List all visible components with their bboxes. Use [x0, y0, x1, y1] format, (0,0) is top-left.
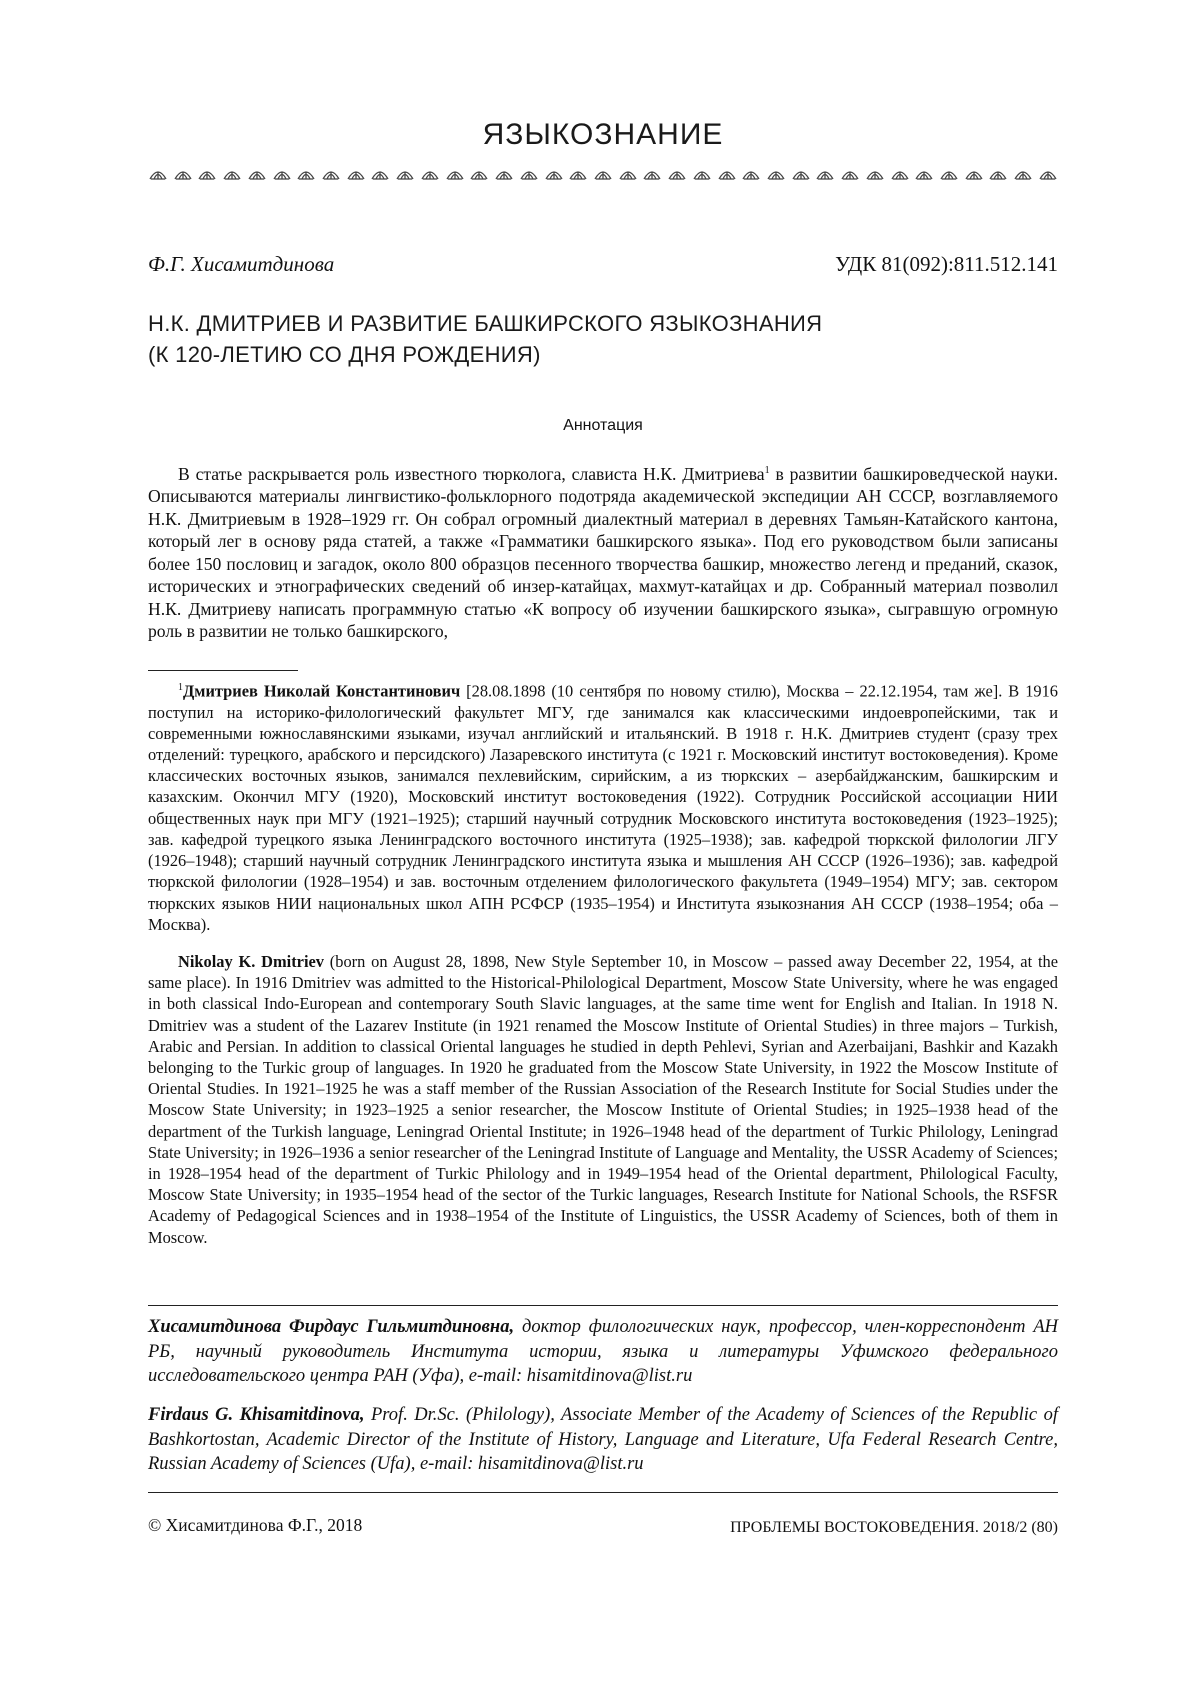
ornament-glyph	[346, 165, 366, 181]
ornament-glyph	[296, 165, 316, 181]
author-info-ru-name: Хисамитдинова Фирдаус Гильмитдиновна,	[148, 1317, 515, 1337]
ornament-glyph	[988, 165, 1008, 181]
copyright-notice: © Хисамитдинова Ф.Г., 2018	[148, 1515, 363, 1535]
journal-issue: ПРОБЛЕМЫ ВОСТОКОВЕДЕНИЯ. 2018/2 (80)	[730, 1519, 1058, 1536]
author-info-ru	[148, 1315, 1058, 1389]
footnote-rule	[148, 670, 298, 671]
author-info-rule	[148, 1305, 1058, 1306]
ornament-glyph	[939, 165, 959, 181]
ornament-glyph	[420, 165, 440, 181]
ornament-glyph	[272, 165, 292, 181]
ornament-glyph	[815, 165, 835, 181]
author-info-en-text: Prof. Dr.Sc. (Philology), Associate Member of the Academy of Sciences of the Republic of Bashkortostan, Academic Director of the Institute of History, Language and Literature, Ufa Federal Research Centre, Russian Academy of Sciences (Ufa), e-mail: hisamitdinova@list.ru	[148, 1405, 1058, 1474]
author-name: Ф.Г. Хисамитдинова	[148, 252, 335, 276]
abstract-text	[148, 460, 1058, 643]
ornament-glyph	[519, 165, 539, 181]
author-info-en	[148, 1403, 1058, 1477]
ornament-glyph	[469, 165, 489, 181]
footnote-ru-text: [28.08.1898 (10 сентября по новому стилю), Москва – 22.12.1954, там же]. В 1916 поступил на историко-филологический факультет МГУ, где занимался как классическими индоевропейскими, так и современными южнославянскими языками, изучал английский и итальянский. В 1918 г. Н.К. Дмитриев студент (сразу трех отделений: турецкого, арабского и персидского) Лазаревского института (с 1921 г. Московский институт востоковедения). Кроме классических восточных языков, занимался пехлевийским, сирийским, а из тюркских – азербайджанским, башкирским и казахским. Окончил МГУ (1920), Московский институт востоковедения (1922). Сотрудник Российской ассоциации НИИ общественных наук при МГУ (1921–1925); старший научный сотрудник Московского института востоковедения (1923–1925); зав. кафедрой турецкого языка Ленинградского восточного института (1925–1938); зав. кафедрой тюркской филологии ЛГУ (1926–1948); старший научный сотрудник Ленинградского института языка и мышления АН СССР (1926–1936); зав. кафедрой тюркской филологии (1928–1954) и зав. восточным отделением филологического факультета (1949–1954) МГУ; зав. сектором тюркских языков НИИ национальных школ АПН РСФСР (1935–1954) и Института языкознания АН СССР (1938–1954; оба – Москва).	[148, 681, 1058, 934]
article-title-line-1: Н.К. ДМИТРИЕВ И РАЗВИТИЕ БАШКИРСКОГО ЯЗЫКОЗНАНИЯ	[148, 311, 823, 336]
ornament-glyph	[247, 165, 267, 181]
abstract-heading: Аннотация	[563, 417, 643, 434]
ornament-glyph	[642, 165, 662, 181]
ornament-glyph	[222, 165, 242, 181]
author-info-en-name: Firdaus G. Khisamitdinova,	[148, 1405, 365, 1425]
ornament-glyph	[791, 165, 811, 181]
ornament-glyph	[593, 165, 613, 181]
footnote-ru	[148, 677, 1058, 935]
ornament-glyph	[766, 165, 786, 181]
article-title-line-2: (К 120-ЛЕТИЮ СО ДНЯ РОЖДЕНИЯ)	[148, 342, 541, 367]
ornament-glyph	[148, 165, 168, 181]
ornament-glyph	[173, 165, 193, 181]
section-title: ЯЗЫКОЗНАНИЕ	[482, 118, 724, 151]
footer-rule	[148, 1492, 1058, 1493]
footnote-marker: 1	[764, 465, 770, 476]
abstract-text-part-2: в развитии башкироведческой науки. Описываются материалы лингвистико-фольклорного подотряда академической экспедиции АН СССР, возглавляемого Н.К. Дмитриевым в 1928–1929 гг. Он собрал огромный диалектный материал в деревнях Тамьян-Катайского кантона, который лег в основу ряда статей, а также «Грамматики башкирского языка». Под его руководством были записаны более 150 пословиц и загадок, около 800 образцов песенного творчества башкир, множество легенд и преданий, сказок, исторических и этнографических сведений об инзер-катайцах, махмут-катайцах и др. Собранный материал позволил Н.К. Дмитриеву написать программную статью «К вопросу об изучении башкирского языка», сыгравшую огромную роль в развитии не только башкирского,	[148, 463, 1058, 642]
page-footer	[148, 1515, 1058, 1537]
ornament-glyph	[1038, 165, 1058, 181]
ornament-glyph	[568, 165, 588, 181]
ornament-glyph	[494, 165, 514, 181]
ornament-glyph	[964, 165, 984, 181]
ornament-glyph	[667, 165, 687, 181]
ornament-glyph	[445, 165, 465, 181]
abstract-text-part-1: В статье раскрывается роль известного тюрколога, слависта Н.К. Дмитриева	[178, 463, 765, 484]
footnote-person-name: Дмитриев Николай Константинович	[183, 681, 461, 701]
article-title	[148, 308, 1058, 370]
ornament-glyph	[865, 165, 885, 181]
ornament-glyph	[544, 165, 564, 181]
ornament-divider	[148, 165, 1058, 183]
author-info-ru-text: доктор филологических наук, профессор, член-корреспондент АН РБ, научный руководитель Института истории, языка и литературы Уфимского федерального исследовательского центра РАН (Уфа), e-mail: hisamitdinova@list.ru	[148, 1317, 1058, 1386]
footnote-number: 1	[178, 682, 183, 693]
author-line	[148, 252, 1058, 277]
ornament-glyph	[840, 165, 860, 181]
ornament-glyph	[618, 165, 638, 181]
ornament-glyph	[890, 165, 910, 181]
footnote-en-person-name: Nikolay K. Dmitriev	[178, 952, 324, 971]
udk-code: УДК 81(092):811.512.141	[835, 252, 1058, 276]
ornament-glyph	[370, 165, 390, 181]
ornament-glyph	[197, 165, 217, 181]
ornament-glyph	[717, 165, 737, 181]
footnote-en-text: (born on August 28, 1898, New Style September 10, in Moscow – passed away December 22, 1954, at the same place). In 1916 Dmitriev was admitted to the Historical-Philological Department, Moscow State University, where he was engaged in both classical Indo-European and contemporary South Slavic languages, at the same time went for English and Italian. In 1918 N. Dmitriev was a student of the Lazarev Institute (in 1921 renamed the Moscow Institute of Oriental Studies) in three majors – Turkish, Arabic and Persian. In addition to classical Oriental languages he studied in depth Pehlevi, Syrian and Azerbaijani, Bashkir and Kazakh belonging to the Turkic group of languages. In 1920 he graduated from the Moscow State University, in 1922 the Moscow Institute of Oriental Studies. In 1921–1925 he was a staff member of the Russian Association of the Research Institute for Social Studies under the Moscow State University; in 1923–1925 a senior researcher, the Moscow Institute of Oriental Studies; in 1925–1938 head of the department of the Turkish language, Leningrad Oriental Institute; in 1926–1948 head of the department of Turkic Philology, Leningrad State University; in 1926–1936 a senior researcher of the Leningrad Institute of Language and Mentality, the USSR Academy of Sciences; in 1928–1954 head of the department of Turkic Philology and in 1949–1954 head of the Oriental department, Philological Faculty, Moscow State University; in 1935–1954 head of the sector of the Turkic languages, Research Institute for National Schools, the RSFSR Academy of Pedagogical Sciences and in 1938–1954 of the Institute of Linguistics, the USSR Academy of Sciences, both of them in Moscow.	[148, 952, 1058, 1247]
ornament-glyph	[692, 165, 712, 181]
ornament-glyph	[1013, 165, 1033, 181]
footnote-en	[148, 951, 1058, 1248]
ornament-glyph	[914, 165, 934, 181]
ornament-glyph	[741, 165, 761, 181]
ornament-glyph	[395, 165, 415, 181]
ornament-glyph	[321, 165, 341, 181]
